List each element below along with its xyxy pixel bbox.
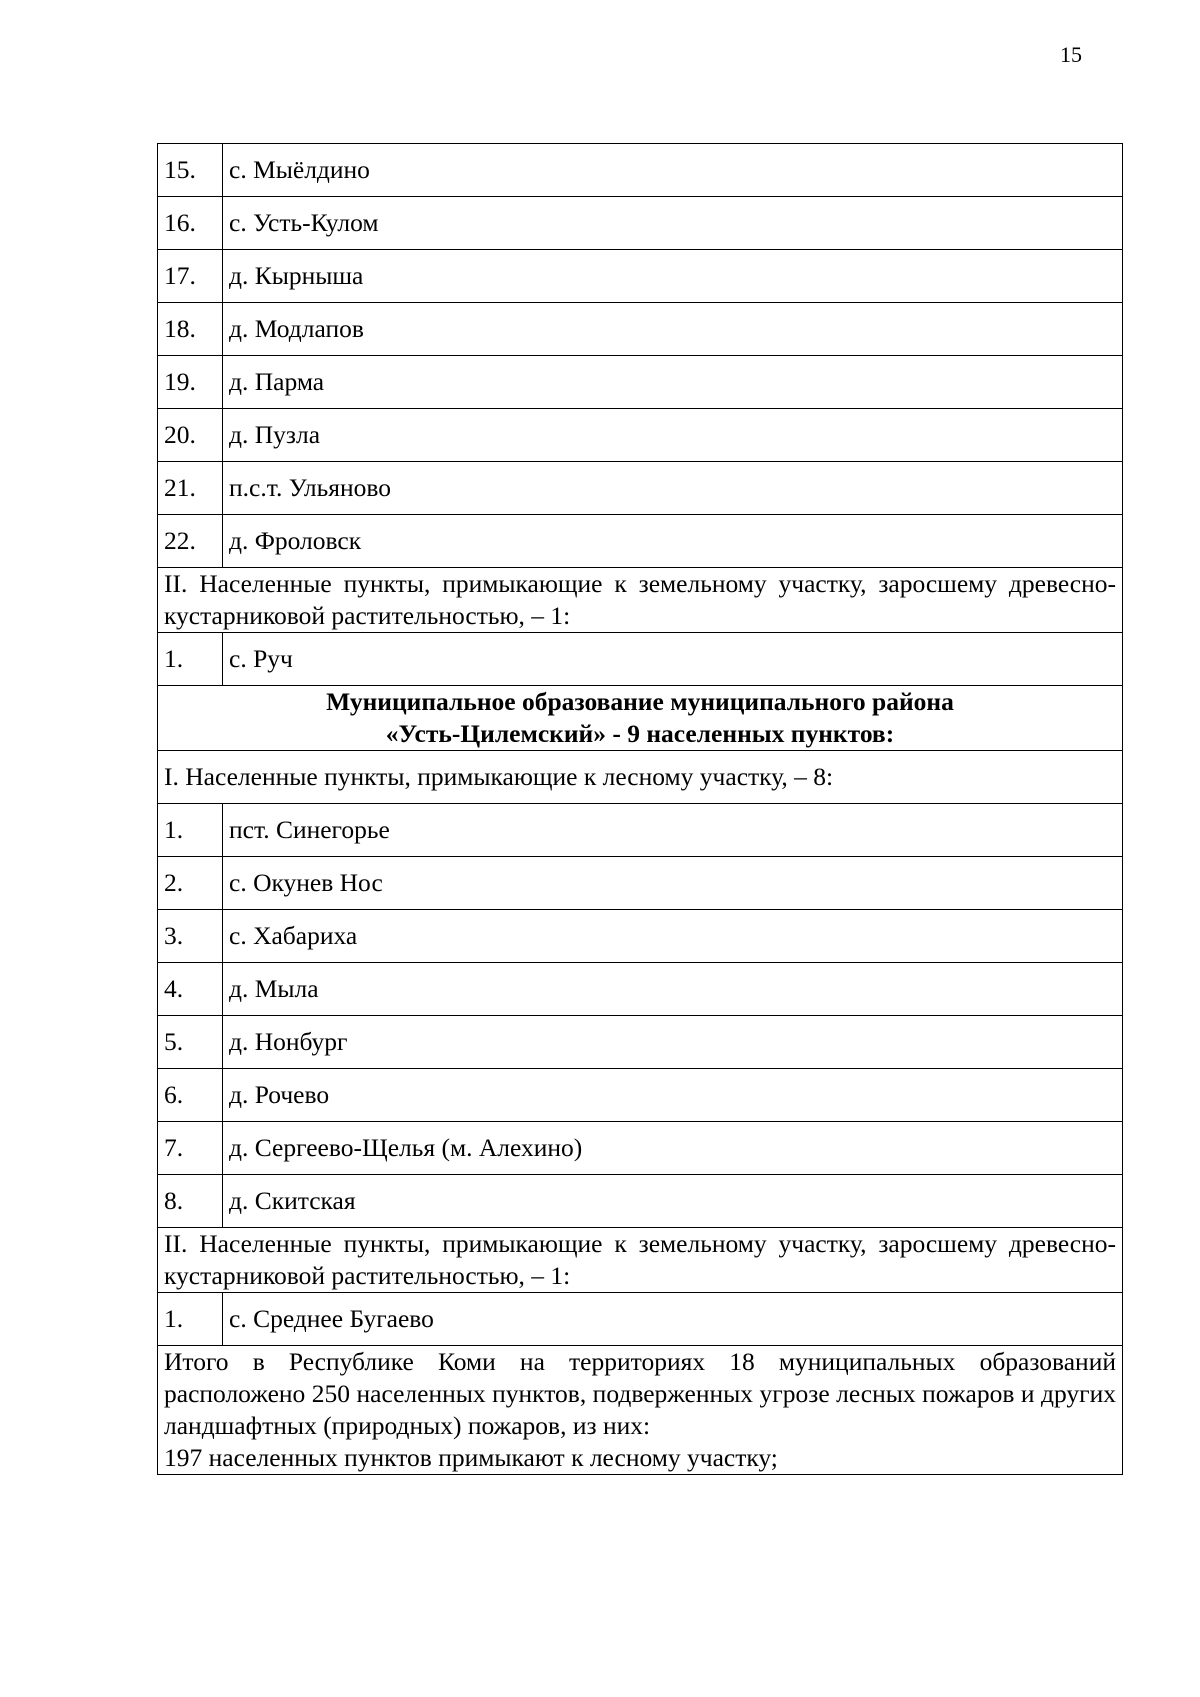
row-number: 5. [158, 1016, 223, 1069]
municipality-heading-line1: Муниципальное образование муниципального района [326, 687, 954, 716]
table-row [158, 633, 1123, 686]
settlements-table [157, 143, 1123, 1475]
section-heading-ii: II. Населенные пункты, примыкающие к земельному участку, заросшему древесно-кустарниковой растительностью, – 1: [158, 568, 1123, 633]
total-summary [158, 1346, 1123, 1475]
row-number: 20. [158, 409, 223, 462]
table-row [158, 409, 1123, 462]
settlement-name: д. Скитская [223, 1175, 1123, 1228]
section-heading-i: I. Населенные пункты, примыкающие к лесному участку, – 8: [158, 751, 1123, 804]
section-row [158, 1228, 1123, 1293]
row-number: 3. [158, 910, 223, 963]
row-number: 15. [158, 144, 223, 197]
row-number: 16. [158, 197, 223, 250]
row-number: 1. [158, 804, 223, 857]
table-row [158, 250, 1123, 303]
total-row [158, 1346, 1123, 1475]
settlement-name: д. Сергеево-Щелья (м. Алехино) [223, 1122, 1123, 1175]
settlement-name: д. Парма [223, 356, 1123, 409]
settlement-name: д. Рочево [223, 1069, 1123, 1122]
settlement-name: д. Модлапов [223, 303, 1123, 356]
table-row [158, 1293, 1123, 1346]
table-row [158, 804, 1123, 857]
table-row [158, 303, 1123, 356]
table-row [158, 462, 1123, 515]
section-row [158, 751, 1123, 804]
row-number: 8. [158, 1175, 223, 1228]
row-number: 21. [158, 462, 223, 515]
table-row [158, 910, 1123, 963]
settlement-name: д. Нонбург [223, 1016, 1123, 1069]
settlement-name: д. Кырныша [223, 250, 1123, 303]
settlement-name: с. Усть-Кулом [223, 197, 1123, 250]
settlement-name: с. Мыёлдино [223, 144, 1123, 197]
table-row [158, 1122, 1123, 1175]
municipality-row [158, 686, 1123, 751]
row-number: 19. [158, 356, 223, 409]
row-number: 4. [158, 963, 223, 1016]
row-number: 2. [158, 857, 223, 910]
table-row [158, 1175, 1123, 1228]
table-row [158, 144, 1123, 197]
table-row [158, 197, 1123, 250]
settlement-name: с. Хабариха [223, 910, 1123, 963]
row-number: 6. [158, 1069, 223, 1122]
total-paragraph: Итого в Республике Коми на территориях 18 муниципальных образований расположено 250 населенных пунктов, подверженных угрозе лесных пожаров и других ландшафтных (природных) пожаров, из них: [164, 1347, 1116, 1440]
settlement-name: с. Окунев Нос [223, 857, 1123, 910]
page-number: 15 [1060, 42, 1082, 67]
section-heading-ii: II. Населенные пункты, примыкающие к земельному участку, заросшему древесно-кустарниковой растительностью, – 1: [158, 1228, 1123, 1293]
settlement-name: д. Фроловск [223, 515, 1123, 568]
settlement-name: пст. Синегорье [223, 804, 1123, 857]
section-row [158, 568, 1123, 633]
row-number: 17. [158, 250, 223, 303]
settlement-name: с. Среднее Бугаево [223, 1293, 1123, 1346]
table-row [158, 356, 1123, 409]
row-number: 18. [158, 303, 223, 356]
table-row [158, 1069, 1123, 1122]
table-row [158, 515, 1123, 568]
row-number: 1. [158, 633, 223, 686]
municipality-heading [158, 686, 1123, 751]
municipality-heading-line2: «Усть-Цилемский» - 9 населенных пунктов: [385, 719, 895, 748]
settlement-name: д. Пузла [223, 409, 1123, 462]
table-row [158, 1016, 1123, 1069]
row-number: 22. [158, 515, 223, 568]
table-row [158, 857, 1123, 910]
total-line: 197 населенных пунктов примыкают к лесному участку; [164, 1443, 778, 1472]
row-number: 1. [158, 1293, 223, 1346]
settlement-name: с. Руч [223, 633, 1123, 686]
table-row [158, 963, 1123, 1016]
settlement-name: п.с.т. Ульяново [223, 462, 1123, 515]
settlement-name: д. Мыла [223, 963, 1123, 1016]
row-number: 7. [158, 1122, 223, 1175]
